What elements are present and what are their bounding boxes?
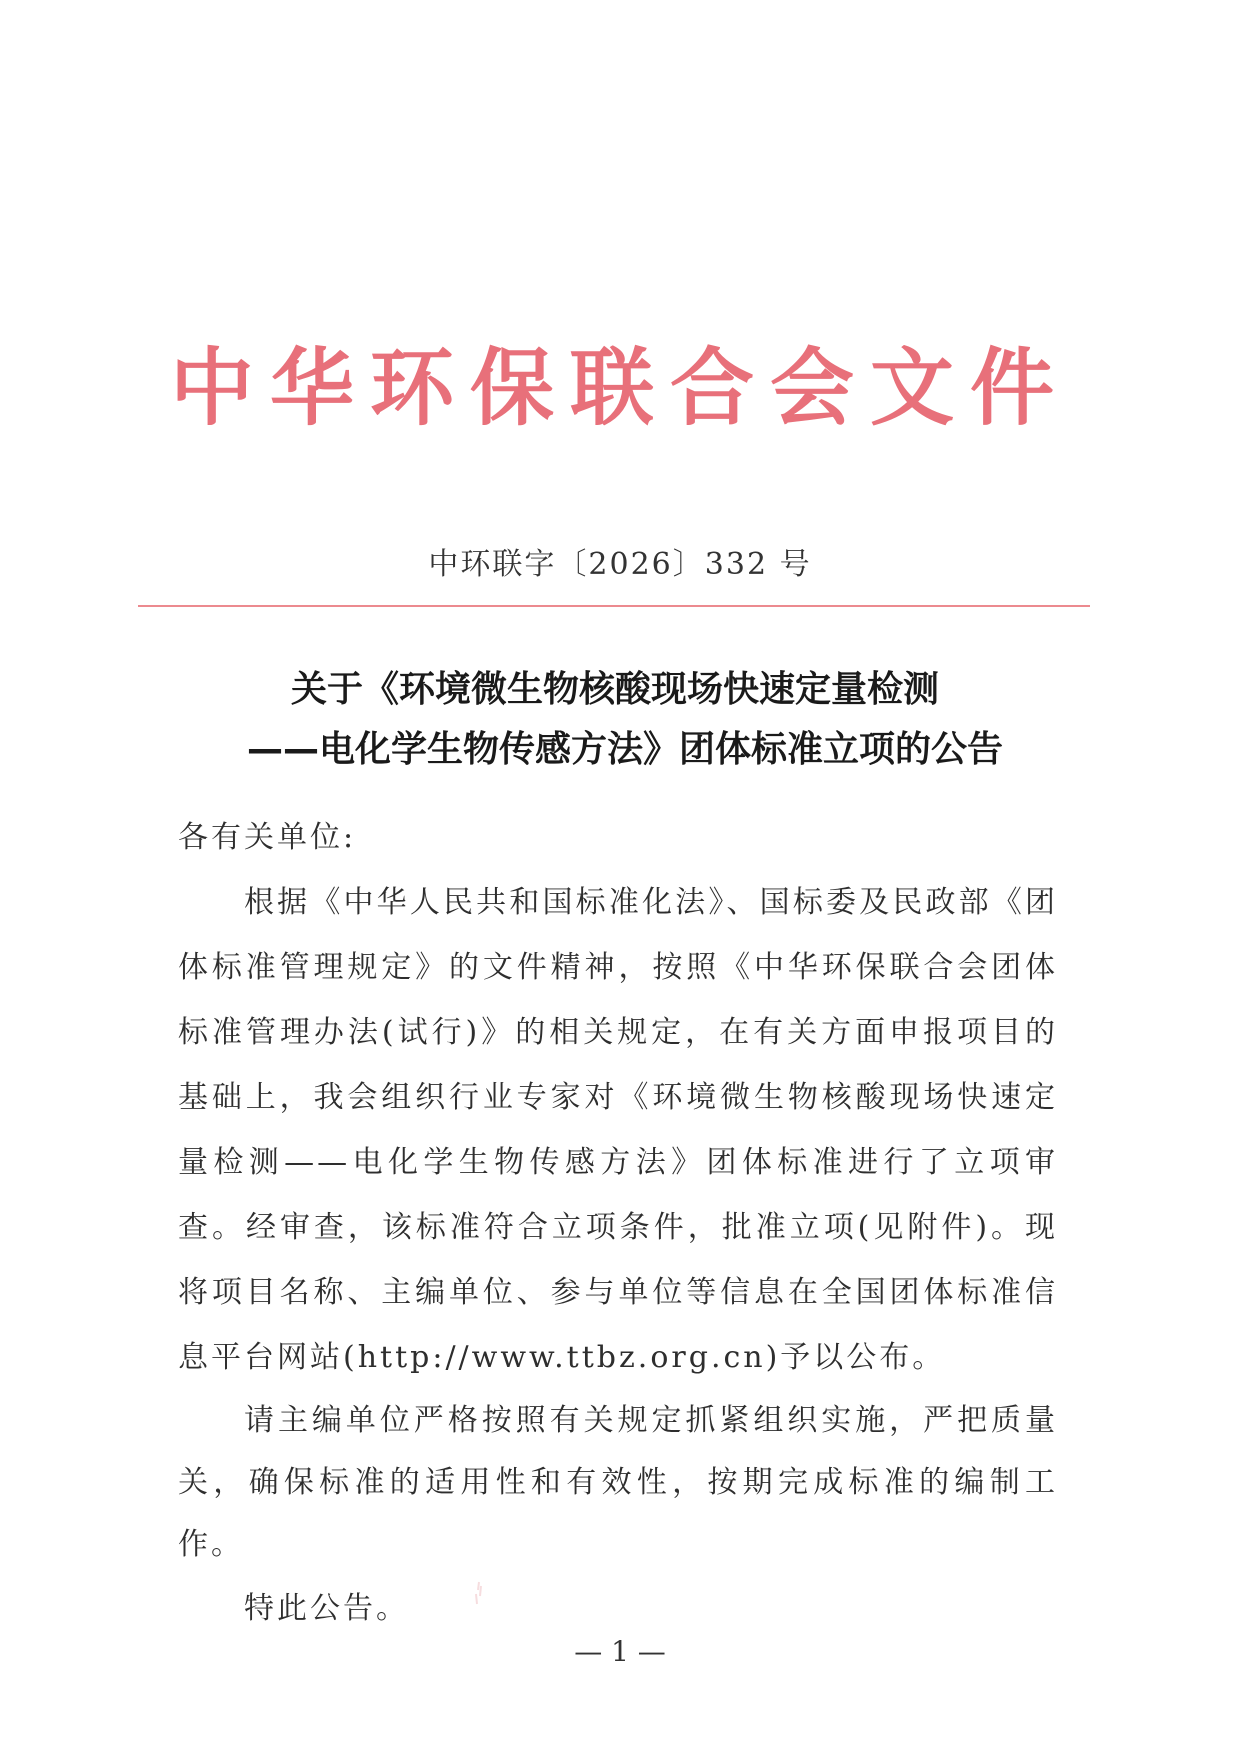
announcement-title <box>0 660 1240 780</box>
stamp-trace-mark <box>470 1580 488 1608</box>
body-paragraph-2: 请主编单位严格按照有关规定抓紧组织实施，严把质量关，确保标准的适用性和有效性，按期完成标准的编制工作。 <box>178 1403 1058 1562</box>
announcement-title-line-1: 关于《环境微生物核酸现场快速定量检测 <box>290 669 939 710</box>
masthead-title: 中华环保联合会文件 <box>169 339 1070 437</box>
body-paragraph-1: 根据《中华人民共和国标准化法》、国标委及民政部《团体标准管理规定》的文件精神，按照《中华环保联合会团体标准管理办法(试行)》的相关规定，在有关方面申报项目的基础上，我会组织行业专家对《环境微生物核酸现场快速定量检测——电化学生物传感方法》团体标准进行了立项审查。经审查，该标准符合立项条件，批准立项(见附件)。现将项目名称、主编单位、参与单位等信息在全国团体标准信息平台网站(http://www.ttbz.org.cn)予以公布。 <box>178 885 1058 1375</box>
page-number: — 1 — <box>574 1635 666 1668</box>
announcement-title-line-2: ——电化学生物传感方法》团体标准立项的公告 <box>246 729 1003 770</box>
closing-line: 特此公告。 <box>244 1591 409 1626</box>
document-number: 中环联字〔2026〕332 号 <box>428 547 812 582</box>
document-body <box>178 805 1058 1641</box>
salutation: 各有关单位: <box>178 820 357 855</box>
red-divider-line <box>138 605 1090 607</box>
